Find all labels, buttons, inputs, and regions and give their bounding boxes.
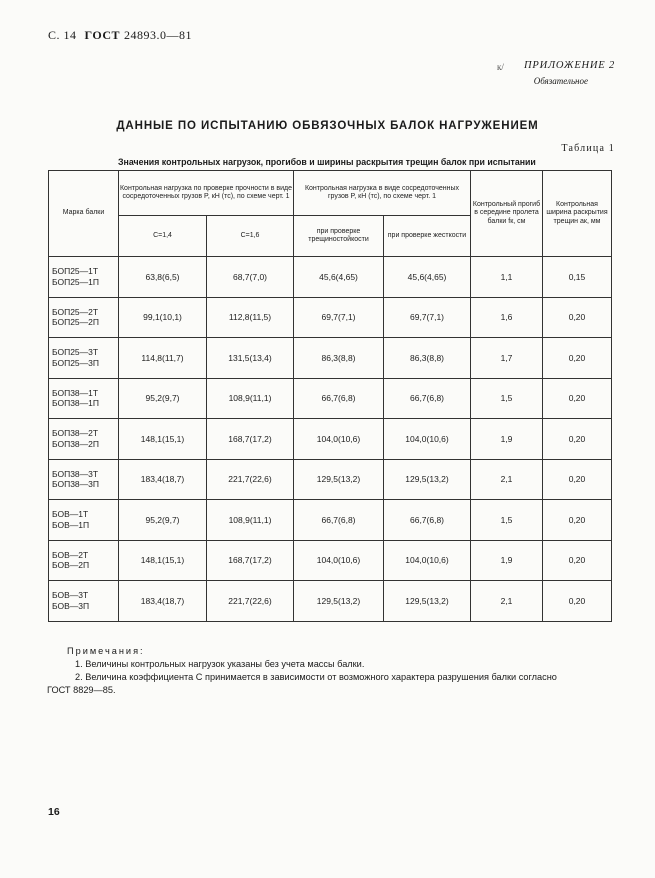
cell-crack-width: 0,15 [543, 257, 612, 298]
col-header-stiffness-check: при проверке жесткости [384, 216, 471, 257]
cell-c16: 168,7(17,2) [207, 419, 294, 460]
cell-crack-width: 0,20 [543, 459, 612, 500]
mark-m2: БОП38—3П [52, 479, 99, 490]
cell-deflection: 1,6 [471, 297, 543, 338]
cell-deflection: 1,1 [471, 257, 543, 298]
mark-m1: БОП38—2Т [52, 428, 99, 439]
cell-c14: 95,2(9,7) [119, 500, 207, 541]
cell-deflection: 1,9 [471, 419, 543, 460]
table-number: Таблица 1 [561, 143, 615, 154]
mark-m1: БОВ—2Т [52, 549, 89, 560]
notes-heading: Примечания: [67, 646, 145, 656]
document-title: ДАННЫЕ ПО ИСПЫТАНИЮ ОБВЯЗОЧНЫХ БАЛОК НАГРУЖЕНИЕМ [116, 120, 539, 132]
cell-stiff-load: 69,7(7,1) [384, 297, 471, 338]
cell-stiff-load: 104,0(10,6) [384, 419, 471, 460]
cell-mark [49, 419, 119, 460]
table-row [49, 378, 612, 419]
cell-crack-width: 0,20 [543, 581, 612, 622]
note-2-continued: ГОСТ 8829—85. [47, 685, 116, 695]
table-row [49, 540, 612, 581]
cell-c16: 168,7(17,2) [207, 540, 294, 581]
cell-crack-load: 66,7(6,8) [294, 378, 384, 419]
cell-crack-width: 0,20 [543, 500, 612, 541]
cell-crack-load: 45,6(4,65) [294, 257, 384, 298]
cell-c14: 148,1(15,1) [119, 419, 207, 460]
cell-stiff-load: 86,3(8,8) [384, 338, 471, 379]
cell-mark [49, 500, 119, 541]
appendix-title: ПРИЛОЖЕНИЕ 2 [524, 60, 615, 71]
header-gost-label: ГОСТ [84, 28, 121, 42]
col-header-deflection: Контрольный прогиб в середине пролета балки fк, см [471, 171, 543, 257]
table-row [49, 257, 612, 298]
cell-stiff-load: 66,7(6,8) [384, 500, 471, 541]
cell-crack-load: 129,5(13,2) [294, 459, 384, 500]
cell-deflection: 1,9 [471, 540, 543, 581]
cell-c14: 183,4(18,7) [119, 459, 207, 500]
col-header-c16: С=1,6 [207, 216, 294, 257]
table-row [49, 581, 612, 622]
col-header-stiffness-load: Контрольная нагрузка в виде сосредоточенных грузов P, кН (тс), по схеме черт. 1 [294, 171, 471, 216]
col-header-mark: Марка балки [49, 171, 119, 257]
table-row [49, 500, 612, 541]
header-gost-number: 24893.0—81 [124, 28, 193, 42]
mark-m1: БОП38—3Т [52, 468, 99, 479]
cell-crack-load: 104,0(10,6) [294, 540, 384, 581]
mark-m2: БОП25—1П [52, 276, 99, 287]
cell-c16: 108,9(11,1) [207, 378, 294, 419]
mark-m2: БОВ—2П [52, 560, 90, 571]
test-data-table [48, 170, 612, 622]
margin-mark: к/ [497, 62, 504, 72]
mark-m2: БОП25—2П [52, 317, 99, 328]
cell-c14: 114,8(11,7) [119, 338, 207, 379]
cell-c14: 99,1(10,1) [119, 297, 207, 338]
table-row [49, 338, 612, 379]
cell-mark [49, 459, 119, 500]
col-header-strength-load: Контрольная нагрузка по проверке прочности в виде сосредоточенных грузов P, кН (тс), по схеме черт. 1 [119, 171, 294, 216]
cell-deflection: 2,1 [471, 581, 543, 622]
cell-mark [49, 581, 119, 622]
cell-c14: 95,2(9,7) [119, 378, 207, 419]
notes [47, 645, 620, 697]
cell-c16: 68,7(7,0) [207, 257, 294, 298]
table-caption: Значения контрольных нагрузок, прогибов и ширины раскрытия трещин балок при испытании [118, 157, 536, 167]
cell-mark [49, 540, 119, 581]
mark-m2: БОВ—3П [52, 600, 90, 611]
cell-crack-width: 0,20 [543, 378, 612, 419]
cell-crack-load: 66,7(6,8) [294, 500, 384, 541]
note-2: 2. Величина коэффициента C принимается в зависимости от возможного характера разрушения балки согласно [75, 672, 557, 682]
cell-crack-load: 129,5(13,2) [294, 581, 384, 622]
mark-m2: БОП38—1П [52, 398, 99, 409]
table-row [49, 459, 612, 500]
cell-mark [49, 257, 119, 298]
cell-mark [49, 297, 119, 338]
mark-m2: БОВ—1П [52, 519, 90, 530]
header-page: С. 14 [48, 28, 77, 42]
table-row [49, 419, 612, 460]
cell-c16: 108,9(11,1) [207, 500, 294, 541]
mark-m1: БОП38—1Т [52, 387, 99, 398]
cell-stiff-load: 129,5(13,2) [384, 581, 471, 622]
cell-deflection: 1,5 [471, 500, 543, 541]
cell-c14: 148,1(15,1) [119, 540, 207, 581]
cell-c14: 183,4(18,7) [119, 581, 207, 622]
cell-c16: 131,5(13,4) [207, 338, 294, 379]
cell-mark [49, 378, 119, 419]
cell-deflection: 1,7 [471, 338, 543, 379]
cell-deflection: 2,1 [471, 459, 543, 500]
mark-m1: БОВ—1Т [52, 509, 89, 520]
cell-crack-width: 0,20 [543, 540, 612, 581]
mark-m1: БОП25—3Т [52, 347, 99, 358]
mark-m1: БОП25—1Т [52, 266, 99, 277]
running-header [48, 28, 192, 43]
mark-m1: БОВ—3Т [52, 590, 89, 601]
cell-stiff-load: 45,6(4,65) [384, 257, 471, 298]
cell-crack-load: 69,7(7,1) [294, 297, 384, 338]
cell-crack-load: 86,3(8,8) [294, 338, 384, 379]
col-header-crack-check: при проверке трещиностойкости [294, 216, 384, 257]
cell-crack-width: 0,20 [543, 297, 612, 338]
appendix-status: Обязательное [533, 76, 588, 86]
cell-crack-load: 104,0(10,6) [294, 419, 384, 460]
cell-c16: 112,8(11,5) [207, 297, 294, 338]
cell-c14: 63,8(6,5) [119, 257, 207, 298]
mark-m2: БОП25—3П [52, 357, 99, 368]
cell-c16: 221,7(22,6) [207, 459, 294, 500]
cell-stiff-load: 129,5(13,2) [384, 459, 471, 500]
table-row [49, 297, 612, 338]
cell-crack-width: 0,20 [543, 419, 612, 460]
mark-m2: БОП38—2П [52, 438, 99, 449]
mark-m1: БОП25—2Т [52, 306, 99, 317]
cell-mark [49, 338, 119, 379]
cell-deflection: 1,5 [471, 378, 543, 419]
col-header-c14: С=1,4 [119, 216, 207, 257]
cell-stiff-load: 66,7(6,8) [384, 378, 471, 419]
cell-stiff-load: 104,0(10,6) [384, 540, 471, 581]
cell-crack-width: 0,20 [543, 338, 612, 379]
col-header-crack-width: Контрольная ширина раскрытия трещин aк, мм [543, 171, 612, 257]
page-number: 16 [48, 806, 60, 818]
cell-c16: 221,7(22,6) [207, 581, 294, 622]
note-1: 1. Величины контрольных нагрузок указаны без учета массы балки. [75, 659, 365, 669]
